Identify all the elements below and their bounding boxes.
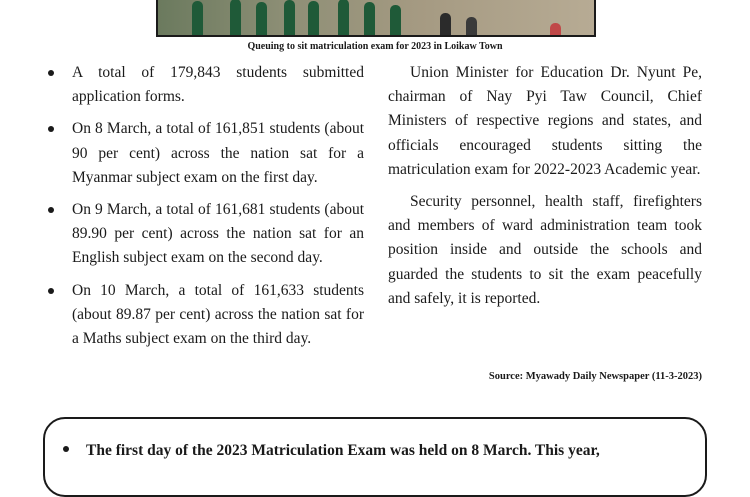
right-column [388,61,702,319]
student-figure [256,2,267,35]
statistics-list [48,61,364,351]
bullet-icon [63,446,69,452]
source-note: Source: Myawady Daily Newspaper (11-3-2023) [488,371,702,382]
list-item: On 9 March, a total of 161,681 students (about 89.90 per cent) across the nation sat for an English subject exam on the second day. [48,198,364,271]
student-figure [466,17,477,35]
highlight-text: The first day of the 2023 Matriculation Exam was held on 8 March. This year, [86,442,600,459]
student-figure [308,1,319,35]
student-figure [284,0,295,35]
highlight-item [63,439,703,463]
left-column [48,61,364,359]
student-figure [390,5,401,35]
student-figure [192,1,203,35]
photo-caption: Queuing to sit matriculation exam for 2023 in Loikaw Town [247,41,503,52]
paragraph: Security personnel, health staff, firefighters and members of ward administration team took position inside and outside the schools and guarded the students to sit the exam peacefully and safely, it is reported. [388,193,702,307]
paragraph: Union Minister for Education Dr. Nyunt Pe, chairman of Nay Pyi Taw Council, Chief Ministers of respective regions and states, and officials encouraged students sitting the matriculation exam for 2022-2023 Academic year. [388,64,702,178]
list-item: On 10 March, a total of 161,633 students (about 89.87 per cent) across the nation sat for a Maths subject exam on the third day. [48,279,364,352]
person-figure [550,23,561,35]
student-figure [230,0,241,35]
student-figure [338,0,349,35]
list-item: A total of 179,843 students submitted application forms. [48,61,364,109]
student-figure [440,13,451,35]
list-item: On 8 March, a total of 161,851 students (about 90 per cent) across the nation sat for a Myanmar subject exam on the first day. [48,117,364,190]
queue-photo [156,0,596,37]
highlight-box [43,417,707,497]
student-figure [364,2,375,35]
